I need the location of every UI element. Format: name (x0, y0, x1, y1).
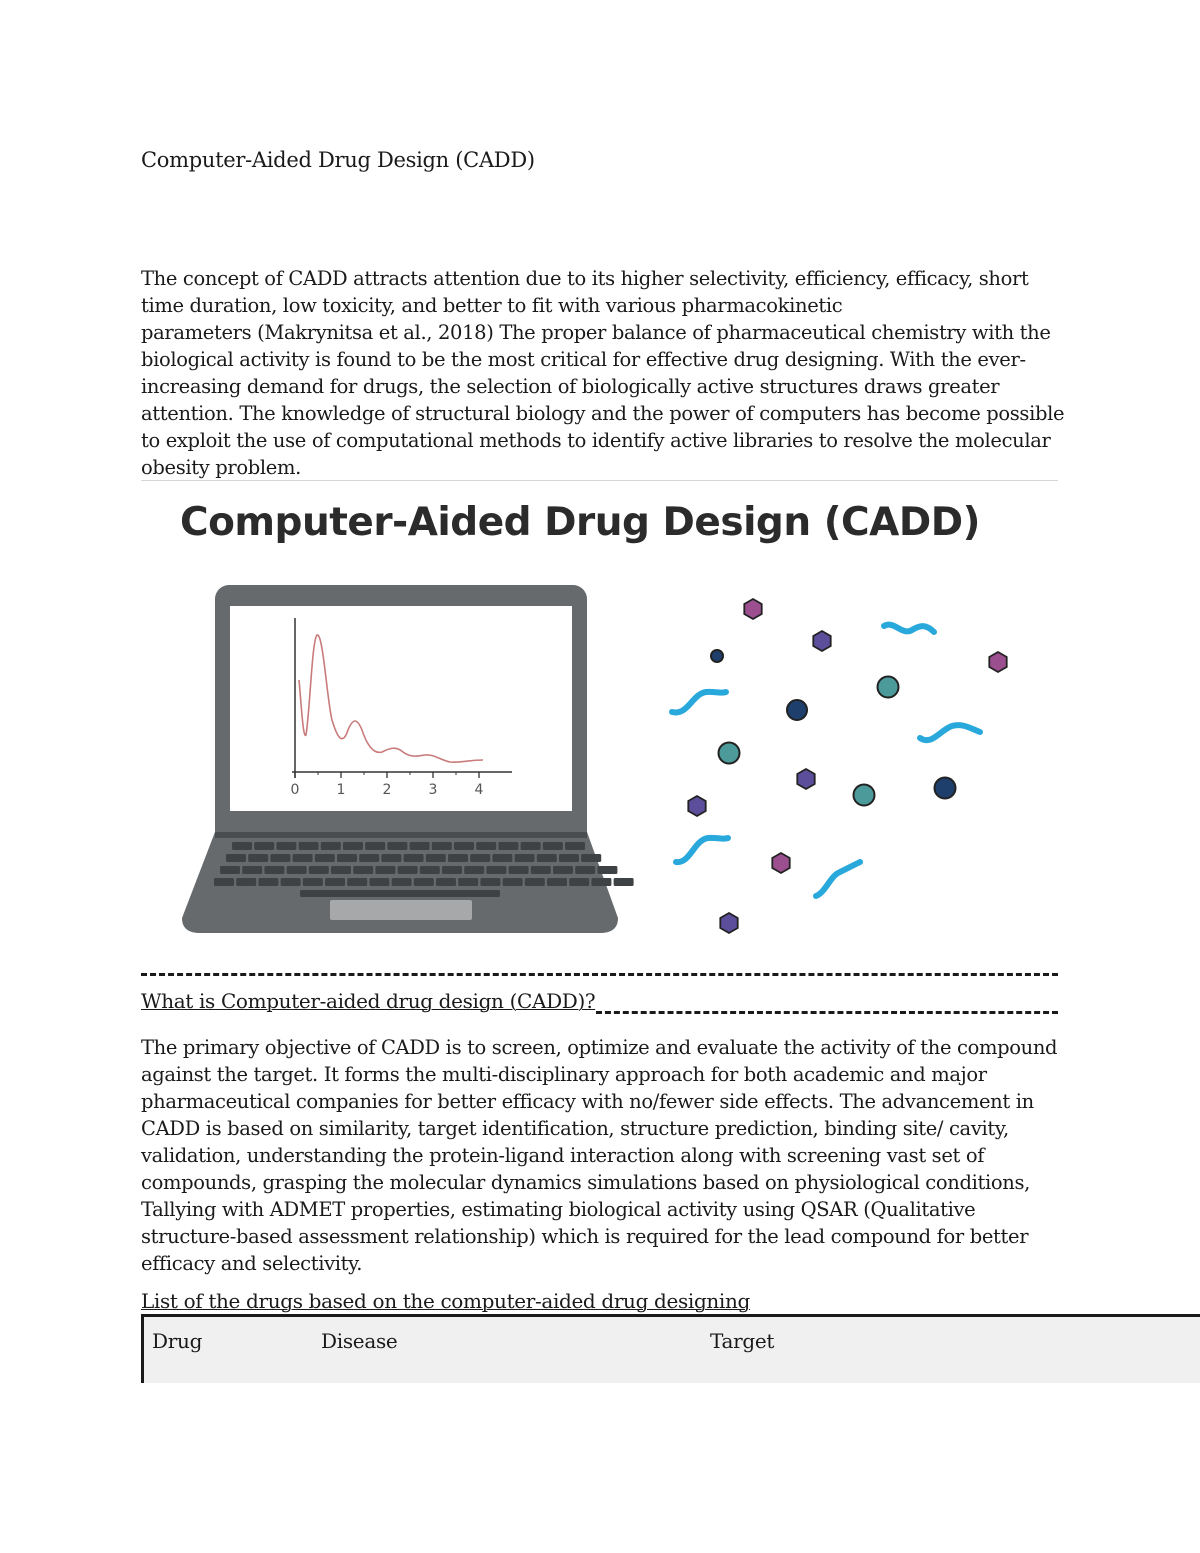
keyboard-key (492, 854, 512, 862)
keyboard-key (486, 866, 506, 874)
molecule-cluster (672, 599, 1007, 933)
keyboard-key (353, 866, 373, 874)
section-heading: What is Computer-aided drug design (CADD)? (141, 989, 596, 1013)
wave-molecule (672, 692, 726, 713)
keyboard-key (242, 866, 262, 874)
keyboard-key (337, 854, 357, 862)
keyboard-key (515, 854, 535, 862)
keyboard-key (581, 854, 601, 862)
drug-table (141, 1314, 1200, 1383)
paragraph-line: The primary objective of CADD is to screen, optimize and evaluate the activity of the compound (141, 1036, 1058, 1059)
keyboard-key (287, 866, 307, 874)
hexagon-molecule (797, 769, 814, 789)
keyboard-key (553, 866, 573, 874)
keyboard-key (220, 866, 240, 874)
keyboard-spacebar (300, 890, 500, 897)
keyboard-key (521, 842, 541, 850)
intro-paragraph (141, 265, 1065, 481)
axis-tick-label: 2 (382, 782, 392, 798)
keyboard-key (398, 866, 418, 874)
section-divider (141, 480, 1058, 481)
keyboard-key (559, 854, 579, 862)
objective-paragraph (141, 1034, 1061, 1277)
keyboard-key (543, 842, 563, 850)
hexagon-molecule (720, 913, 737, 933)
keyboard-key (480, 878, 500, 886)
keyboard-key (226, 854, 246, 862)
hexagon-molecule (744, 599, 761, 619)
circle-molecule (878, 677, 899, 698)
paragraph-line: compounds, grasping the molecular dynamics simulations based on physiological conditions, (141, 1171, 1030, 1194)
keyboard-key (343, 842, 363, 850)
keyboard-key (509, 866, 529, 874)
axis-tick-label: 0 (290, 782, 300, 798)
keyboard-key (359, 854, 379, 862)
keyboard-key (375, 866, 395, 874)
paragraph-line: The concept of CADD attracts attention due to its higher selectivity, efficiency, efficacy, short (141, 267, 1029, 290)
paragraph-line: parameters (Makrynitsa et al., 2018) The proper balance of pharmaceutical chemistry with the (141, 321, 1051, 344)
keyboard-key (525, 878, 545, 886)
keyboard-key (347, 878, 367, 886)
keyboard-key (248, 854, 268, 862)
keyboard-key (404, 854, 424, 862)
paragraph-line: obesity problem. (141, 456, 301, 479)
keyboard-key (503, 878, 523, 886)
keyboard-key (331, 866, 351, 874)
keyboard-key (264, 866, 284, 874)
figure-title: Computer-Aided Drug Design (CADD) (180, 500, 980, 545)
keyboard-key (597, 866, 617, 874)
laptop-trackpad (330, 900, 472, 920)
paragraph-line: efficacy and selectivity. (141, 1252, 363, 1275)
keyboard-key (591, 878, 611, 886)
keyboard-key (270, 854, 290, 862)
keyboard-key (321, 842, 341, 850)
keyboard-key (315, 854, 335, 862)
keyboard-key (464, 866, 484, 874)
wave-molecule (676, 838, 728, 862)
heading-rule-top (141, 973, 1058, 976)
keyboard-key (232, 842, 252, 850)
keyboard-key (365, 842, 385, 850)
keyboard-key (258, 878, 278, 886)
keyboard-key (293, 854, 313, 862)
document-title: Computer-Aided Drug Design (CADD) (141, 148, 535, 172)
keyboard-key (531, 866, 551, 874)
keyboard-key (236, 878, 256, 886)
table-header-disease: Disease (321, 1329, 398, 1353)
circle-molecule (935, 778, 956, 799)
laptop-screen (230, 606, 572, 811)
keyboard-key (410, 842, 430, 850)
table-header-drug: Drug (152, 1329, 203, 1353)
circle-molecule (787, 700, 807, 720)
keyboard-key (498, 842, 518, 850)
cadd-illustration (160, 570, 1040, 950)
circle-molecule (711, 650, 723, 662)
keyboard-key (325, 878, 345, 886)
circle-molecule (854, 785, 875, 806)
keyboard-key (420, 866, 440, 874)
hexagon-molecule (688, 796, 705, 816)
paragraph-line: time duration, low toxicity, and better to fit with various pharmacokinetic (141, 294, 843, 317)
keyboard-key (569, 878, 589, 886)
keyboard-key (470, 854, 490, 862)
keyboard-key (214, 878, 234, 886)
keyboard-key (381, 854, 401, 862)
keyboard-key (254, 842, 274, 850)
keyboard-key (303, 878, 323, 886)
circle-molecule (719, 743, 740, 764)
table-caption: List of the drugs based on the computer-aided drug designing (141, 1289, 750, 1313)
heading-rule-bottom (596, 1011, 1058, 1014)
wave-molecule (816, 862, 860, 896)
keyboard-key (369, 878, 389, 886)
hexagon-molecule (813, 631, 830, 651)
paragraph-line: attention. The knowledge of structural biology and the power of computers has become possible (141, 402, 1065, 425)
paragraph-line: validation, understanding the protein-ligand interaction along with screening vast set of (141, 1144, 985, 1167)
keyboard-key (547, 878, 567, 886)
keyboard-key (426, 854, 446, 862)
keyboard-key (575, 866, 595, 874)
keyboard-key (387, 842, 407, 850)
laptop-hinge (215, 832, 587, 838)
axis-tick-label: 1 (336, 782, 346, 798)
axis-tick-label: 4 (474, 782, 484, 798)
keyboard-key (614, 878, 634, 886)
keyboard-key (432, 842, 452, 850)
paragraph-line: CADD is based on similarity, target identification, structure prediction, binding site/ cavity, (141, 1117, 1009, 1140)
keyboard-key (414, 878, 434, 886)
keyboard-key (281, 878, 301, 886)
keyboard-key (392, 878, 412, 886)
keyboard-key (454, 842, 474, 850)
paragraph-line: pharmaceutical companies for better efficacy with no/fewer side effects. The advancement in (141, 1090, 1034, 1113)
keyboard-key (537, 854, 557, 862)
hexagon-molecule (772, 853, 789, 873)
keyboard-key (442, 866, 462, 874)
paragraph-line: Tallying with ADMET properties, estimating biological activity using QSAR (Qualitative (141, 1198, 976, 1221)
table-header-target: Target (710, 1329, 775, 1353)
hexagon-molecule (989, 652, 1006, 672)
wave-molecule (884, 625, 934, 632)
keyboard-key (276, 842, 296, 850)
keyboard-key (448, 854, 468, 862)
keyboard-key (458, 878, 478, 886)
wave-molecule (920, 725, 980, 740)
paragraph-line: biological activity is found to be the most critical for effective drug designing. With the ever- (141, 348, 1026, 371)
paragraph-line: increasing demand for drugs, the selection of biologically active structures draws greater (141, 375, 1000, 398)
paragraph-line: against the target. It forms the multi-disciplinary approach for both academic and major (141, 1063, 987, 1086)
keyboard-key (476, 842, 496, 850)
keyboard-key (299, 842, 319, 850)
axis-tick-label: 3 (428, 782, 438, 798)
keyboard-key (309, 866, 329, 874)
paragraph-line: structure-based assessment relationship) which is required for the lead compound for better (141, 1225, 1029, 1248)
keyboard-key (565, 842, 585, 850)
keyboard-key (436, 878, 456, 886)
paragraph-line: to exploit the use of computational methods to identify active libraries to resolve the molecular (141, 429, 1051, 452)
